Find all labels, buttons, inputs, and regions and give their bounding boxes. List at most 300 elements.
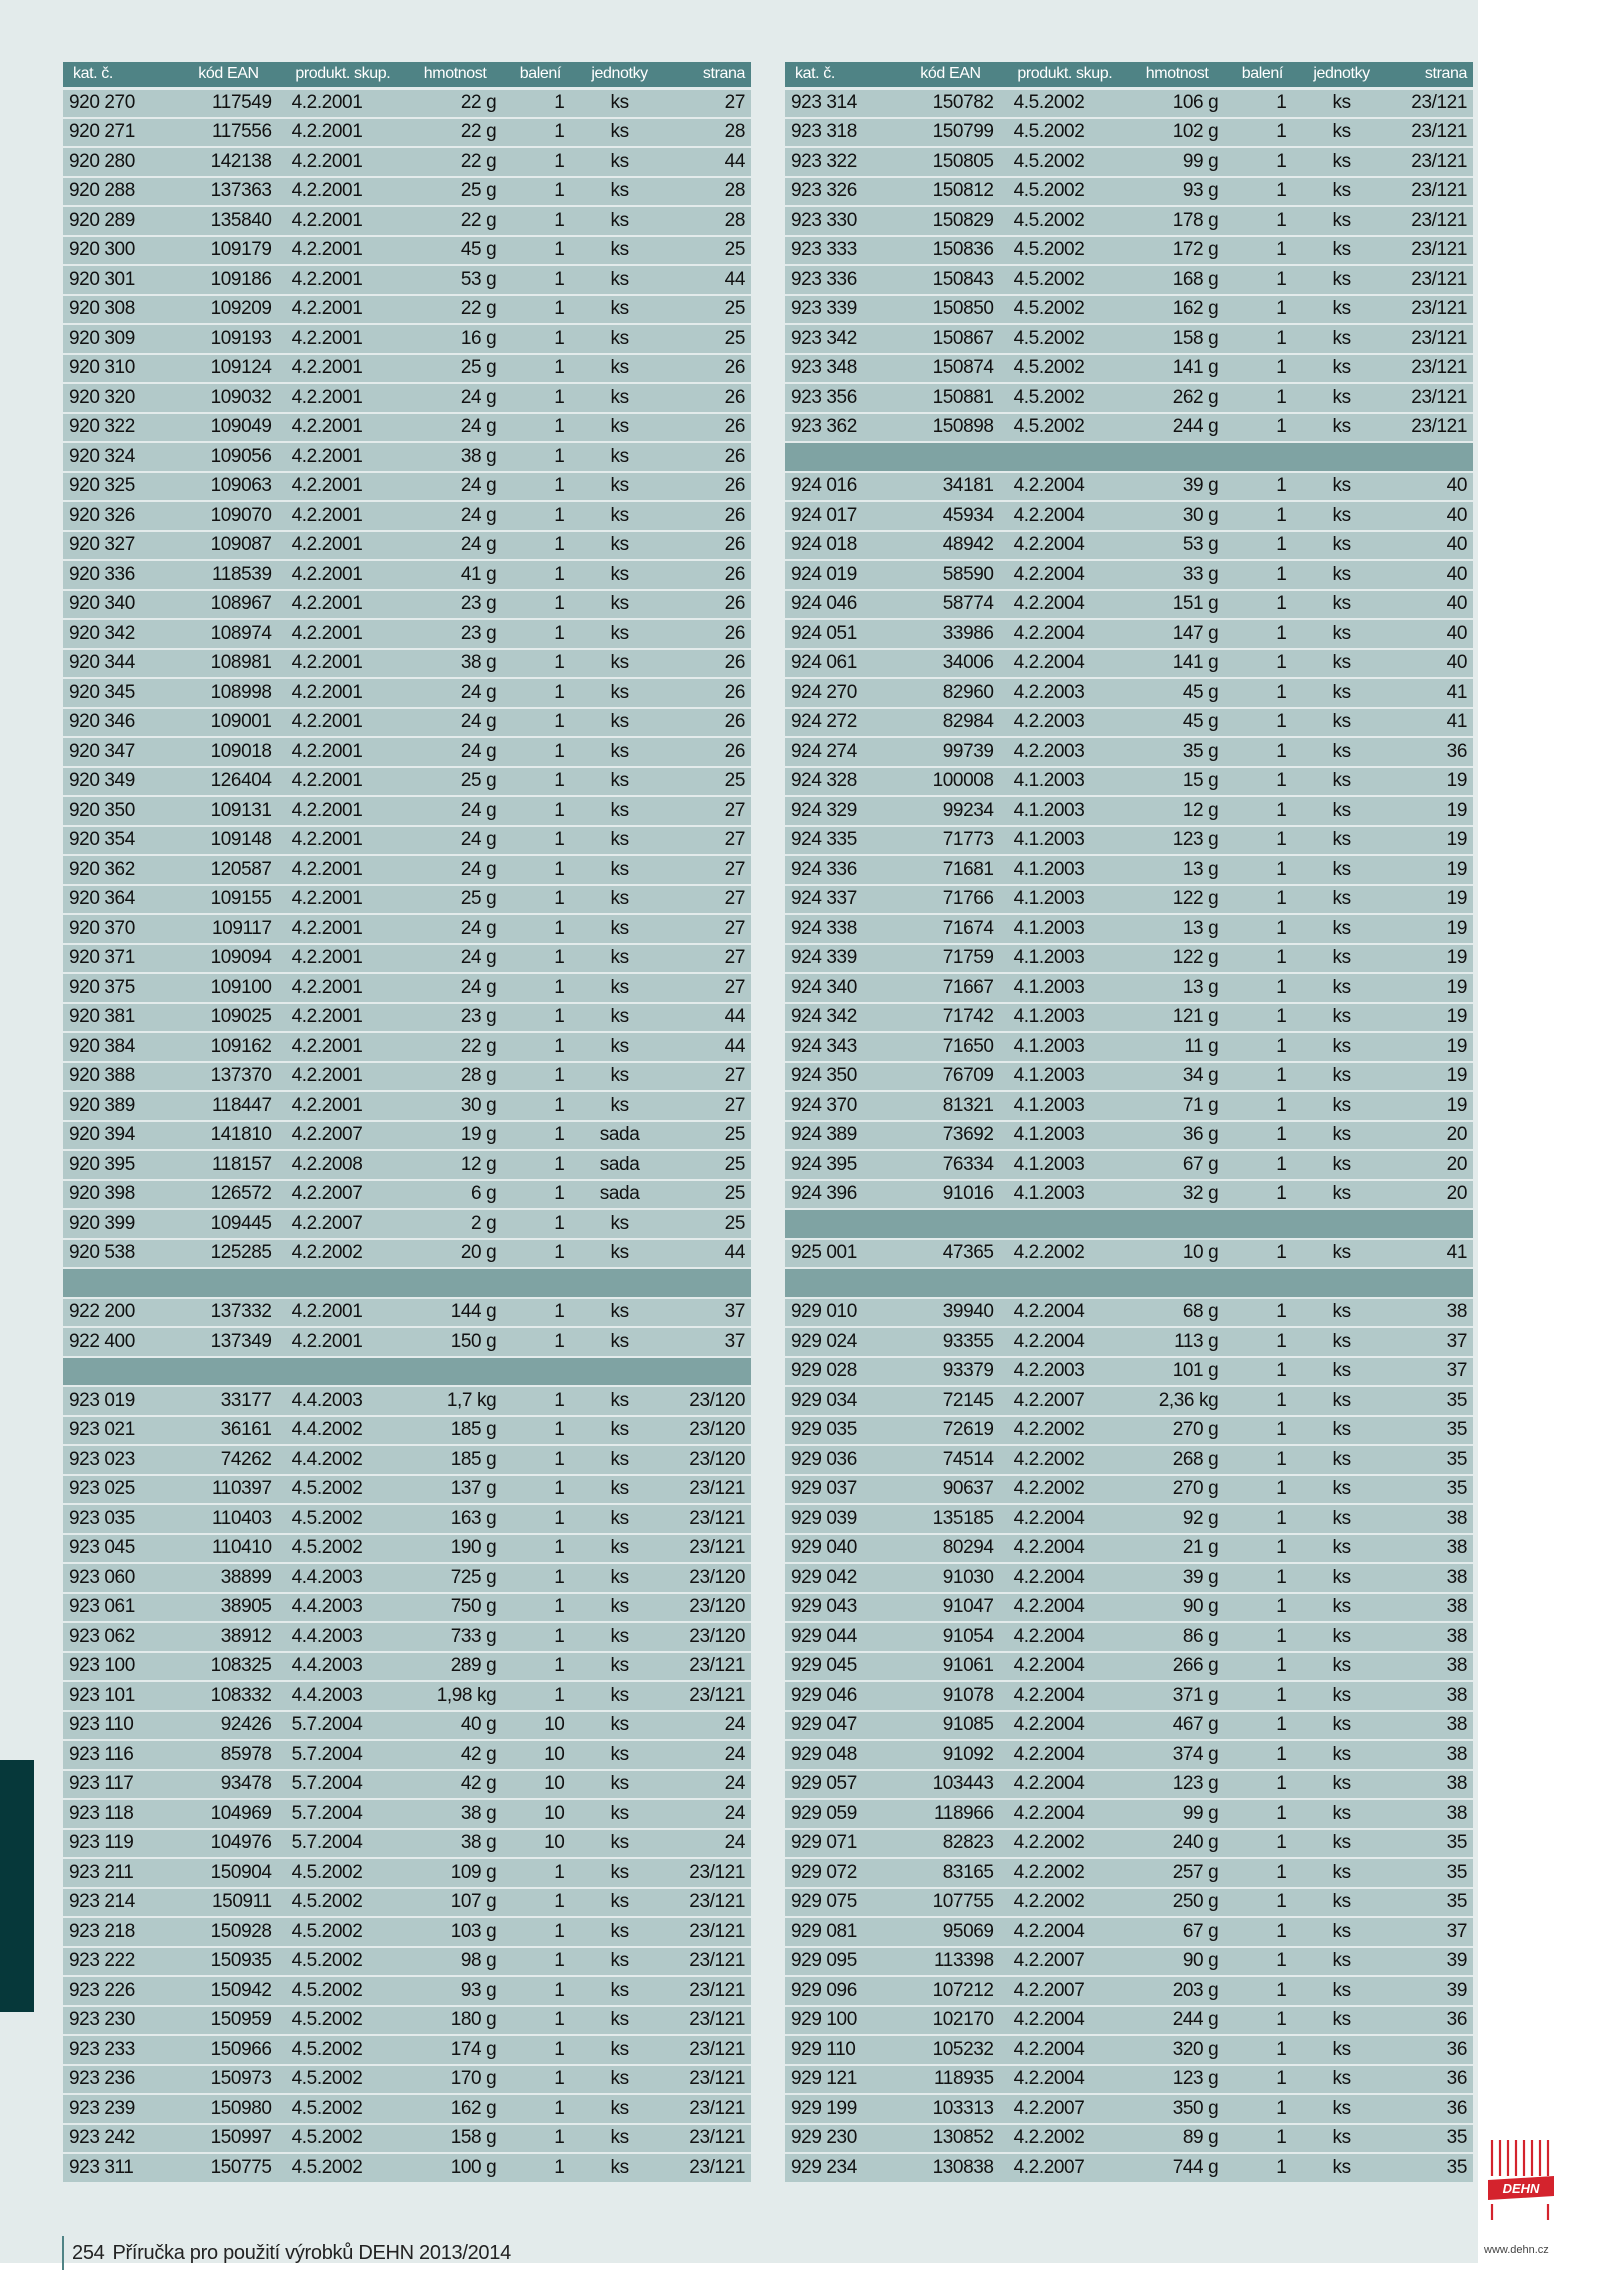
packaging-cell: 1 [1224, 678, 1300, 708]
catalog-number-cell: 920 300 [63, 236, 179, 266]
ean-code-cell: 100008 [901, 767, 999, 797]
table-row [63, 1622, 751, 1652]
packaging-cell: 1 [502, 324, 578, 354]
table-row [63, 590, 751, 620]
ean-code-cell: 150775 [179, 2153, 277, 2183]
section-separator-row [785, 1268, 1473, 1298]
ean-code-cell: 109193 [179, 324, 277, 354]
weight-cell: 67 g [1130, 1150, 1224, 1180]
weight-cell: 25 g [408, 177, 502, 207]
packaging-cell: 1 [1224, 2065, 1300, 2095]
ean-code-cell: 104969 [179, 1799, 277, 1829]
footer-text [72, 2242, 511, 2265]
ean-code-cell: 109155 [179, 885, 277, 915]
table-row [785, 177, 1473, 207]
packaging-cell: 1 [502, 1032, 578, 1062]
table-row [785, 737, 1473, 767]
units-cell: ks [1300, 1416, 1382, 1446]
catalog-number-cell: 923 348 [785, 354, 901, 384]
ean-code-cell: 125285 [179, 1239, 277, 1269]
catalog-number-cell: 923 035 [63, 1504, 179, 1534]
weight-cell: 12 g [408, 1150, 502, 1180]
ean-code-cell: 36161 [179, 1416, 277, 1446]
table-row [785, 914, 1473, 944]
packaging-cell: 1 [502, 295, 578, 325]
page-ref-cell: 23/121 [661, 1534, 751, 1564]
product-group-cell: 5.7.2004 [278, 1770, 408, 1800]
packaging-cell: 1 [1224, 1416, 1300, 1446]
product-group-cell: 4.2.2004 [1000, 590, 1130, 620]
ean-code-cell: 118447 [179, 1091, 277, 1121]
units-cell: ks [578, 531, 660, 561]
catalog-number-cell: 923 236 [63, 2065, 179, 2095]
units-cell: ks [578, 413, 660, 443]
weight-cell: 38 g [408, 1799, 502, 1829]
units-cell: ks [1300, 236, 1382, 266]
weight-cell: 42 g [408, 1770, 502, 1800]
catalog-number-cell: 923 230 [63, 2006, 179, 2036]
catalog-number-cell: 923 326 [785, 177, 901, 207]
ean-code-cell: 109179 [179, 236, 277, 266]
packaging-cell: 1 [502, 177, 578, 207]
header-page: strana [661, 62, 751, 88]
product-group-cell: 4.2.2002 [1000, 1888, 1130, 1918]
weight-cell: 25 g [408, 885, 502, 915]
ean-code-cell: 113398 [901, 1947, 999, 1977]
ean-code-cell: 150980 [179, 2094, 277, 2124]
page-ref-cell: 23/121 [1383, 236, 1473, 266]
page-ref-cell: 23/121 [1383, 88, 1473, 118]
product-group-cell: 4.5.2002 [1000, 413, 1130, 443]
units-cell: ks [578, 265, 660, 295]
ean-code-cell: 71759 [901, 944, 999, 974]
catalog-number-cell: 920 364 [63, 885, 179, 915]
units-cell: ks [578, 1740, 660, 1770]
packaging-cell: 1 [502, 560, 578, 590]
page-ref-cell: 35 [1383, 1386, 1473, 1416]
page-ref-cell: 23/121 [661, 2124, 751, 2154]
ean-code-cell: 109001 [179, 708, 277, 738]
page-ref-cell: 23/121 [661, 1917, 751, 1947]
packaging-cell: 1 [1224, 295, 1300, 325]
weight-cell: 190 g [408, 1534, 502, 1564]
table-row [63, 1209, 751, 1239]
ean-code-cell: 150829 [901, 206, 999, 236]
packaging-cell: 1 [1224, 1593, 1300, 1623]
packaging-cell: 1 [1224, 88, 1300, 118]
packaging-cell: 1 [502, 885, 578, 915]
product-group-cell: 4.5.2002 [1000, 236, 1130, 266]
units-cell: ks [1300, 1976, 1382, 2006]
packaging-cell: 1 [1224, 944, 1300, 974]
table-row [785, 531, 1473, 561]
table-row [785, 236, 1473, 266]
product-group-cell: 4.5.2002 [278, 1947, 408, 1977]
units-cell: ks [1300, 1298, 1382, 1328]
page-ref-cell: 23/121 [1383, 383, 1473, 413]
ean-code-cell: 58774 [901, 590, 999, 620]
packaging-cell: 10 [502, 1740, 578, 1770]
product-group-cell: 4.5.2002 [278, 2065, 408, 2095]
packaging-cell: 1 [1224, 1711, 1300, 1741]
ean-code-cell: 135840 [179, 206, 277, 236]
catalog-number-cell: 920 371 [63, 944, 179, 974]
catalog-number-cell: 923 356 [785, 383, 901, 413]
page-ref-cell: 37 [1383, 1327, 1473, 1357]
ean-code-cell: 38905 [179, 1593, 277, 1623]
table-row [63, 914, 751, 944]
page-ref-cell: 26 [661, 619, 751, 649]
catalog-number-cell: 923 333 [785, 236, 901, 266]
weight-cell: 89 g [1130, 2124, 1224, 2154]
weight-cell: 113 g [1130, 1327, 1224, 1357]
product-group-cell: 4.2.2003 [1000, 1357, 1130, 1387]
packaging-cell: 1 [1224, 177, 1300, 207]
catalog-number-cell: 929 234 [785, 2153, 901, 2183]
catalog-number-cell: 920 399 [63, 1209, 179, 1239]
units-cell: ks [578, 1770, 660, 1800]
page-ref-cell: 40 [1383, 531, 1473, 561]
product-group-cell: 5.7.2004 [278, 1829, 408, 1859]
page-ref-cell: 26 [661, 649, 751, 679]
page-ref-cell: 41 [1383, 1239, 1473, 1269]
packaging-cell: 1 [502, 1534, 578, 1564]
weight-cell: 90 g [1130, 1593, 1224, 1623]
ean-code-cell: 109131 [179, 796, 277, 826]
weight-cell: 374 g [1130, 1740, 1224, 1770]
product-group-cell: 4.5.2002 [1000, 383, 1130, 413]
product-group-cell: 4.1.2003 [1000, 1062, 1130, 1092]
table-row [63, 236, 751, 266]
page-ref-cell: 23/121 [1383, 177, 1473, 207]
header-units: jednotky [578, 62, 660, 88]
page-ref-cell: 25 [661, 767, 751, 797]
ean-code-cell: 91061 [901, 1652, 999, 1682]
units-cell: ks [1300, 1711, 1382, 1741]
weight-cell: 162 g [1130, 295, 1224, 325]
table-row [63, 88, 751, 118]
table-row [785, 1947, 1473, 1977]
catalog-number-cell: 929 045 [785, 1652, 901, 1682]
packaging-cell: 1 [1224, 914, 1300, 944]
catalog-number-cell: 929 075 [785, 1888, 901, 1918]
units-cell: ks [1300, 1003, 1382, 1033]
units-cell: sada [578, 1150, 660, 1180]
page-ref-cell: 23/121 [1383, 354, 1473, 384]
catalog-number-cell: 924 350 [785, 1062, 901, 1092]
catalog-number-cell: 929 034 [785, 1386, 901, 1416]
table-row [63, 1003, 751, 1033]
units-cell: ks [578, 1917, 660, 1947]
weight-cell: 744 g [1130, 2153, 1224, 2183]
packaging-cell: 1 [502, 796, 578, 826]
units-cell: ks [578, 1062, 660, 1092]
units-cell: ks [1300, 885, 1382, 915]
ean-code-cell: 150805 [901, 147, 999, 177]
page-ref-cell: 19 [1383, 885, 1473, 915]
packaging-cell: 1 [502, 1947, 578, 1977]
weight-cell: 107 g [408, 1888, 502, 1918]
weight-cell: 23 g [408, 1003, 502, 1033]
packaging-cell: 1 [502, 501, 578, 531]
ean-code-cell: 118539 [179, 560, 277, 590]
units-cell: ks [1300, 1445, 1382, 1475]
weight-cell: 270 g [1130, 1416, 1224, 1446]
product-group-cell: 5.7.2004 [278, 1799, 408, 1829]
units-cell: ks [578, 1475, 660, 1505]
ean-code-cell: 109124 [179, 354, 277, 384]
catalog-number-cell: 923 214 [63, 1888, 179, 1918]
weight-cell: 137 g [408, 1475, 502, 1505]
ean-code-cell: 126572 [179, 1180, 277, 1210]
units-cell: ks [578, 1209, 660, 1239]
table-row [63, 1121, 751, 1151]
table-row [785, 708, 1473, 738]
ean-code-cell: 99739 [901, 737, 999, 767]
catalog-number-cell: 920 309 [63, 324, 179, 354]
weight-cell: 34 g [1130, 1062, 1224, 1092]
catalog-number-cell: 929 100 [785, 2006, 901, 2036]
catalog-number-cell: 920 350 [63, 796, 179, 826]
weight-cell: 6 g [408, 1180, 502, 1210]
page-ref-cell: 38 [1383, 1622, 1473, 1652]
packaging-cell: 1 [502, 472, 578, 502]
table-row [785, 1504, 1473, 1534]
units-cell: ks [578, 2035, 660, 2065]
weight-cell: 13 g [1130, 914, 1224, 944]
packaging-cell: 1 [1224, 1386, 1300, 1416]
product-group-cell: 4.1.2003 [1000, 826, 1130, 856]
weight-cell: 30 g [1130, 501, 1224, 531]
weight-cell: 24 g [408, 383, 502, 413]
ean-code-cell: 91030 [901, 1563, 999, 1593]
product-group-cell: 4.2.2001 [278, 354, 408, 384]
product-group-cell: 4.2.2004 [1000, 1622, 1130, 1652]
units-cell: ks [1300, 678, 1382, 708]
ean-code-cell: 109148 [179, 826, 277, 856]
table-row [785, 1445, 1473, 1475]
weight-cell: 16 g [408, 324, 502, 354]
page-ref-cell: 23/120 [661, 1445, 751, 1475]
ean-code-cell: 82823 [901, 1829, 999, 1859]
page-ref-cell: 19 [1383, 796, 1473, 826]
product-group-cell: 4.2.2004 [1000, 1534, 1130, 1564]
page-ref-cell: 23/121 [661, 1888, 751, 1918]
product-group-cell: 4.2.2002 [278, 1239, 408, 1269]
page-ref-cell: 37 [1383, 1917, 1473, 1947]
weight-cell: 45 g [408, 236, 502, 266]
table-row [63, 1947, 751, 1977]
table-row [63, 206, 751, 236]
units-cell: ks [1300, 354, 1382, 384]
ean-code-cell: 109087 [179, 531, 277, 561]
catalog-number-cell: 929 059 [785, 1799, 901, 1829]
weight-cell: 725 g [408, 1563, 502, 1593]
catalog-number-cell: 929 037 [785, 1475, 901, 1505]
header-weight: hmotnost [408, 62, 502, 88]
table-row [785, 1681, 1473, 1711]
packaging-cell: 1 [1224, 2153, 1300, 2183]
packaging-cell: 1 [502, 147, 578, 177]
product-group-cell: 4.2.2001 [278, 560, 408, 590]
weight-cell: 250 g [1130, 1888, 1224, 1918]
units-cell: ks [578, 1947, 660, 1977]
catalog-number-cell: 923 342 [785, 324, 901, 354]
table-row [63, 1062, 751, 1092]
catalog-number-cell: 923 211 [63, 1858, 179, 1888]
product-group-cell: 4.1.2003 [1000, 885, 1130, 915]
packaging-cell: 1 [1224, 826, 1300, 856]
page-ref-cell: 39 [1383, 1976, 1473, 2006]
packaging-cell: 1 [502, 1239, 578, 1269]
catalog-number-cell: 923 311 [63, 2153, 179, 2183]
page-ref-cell: 35 [1383, 2153, 1473, 2183]
ean-code-cell: 110410 [179, 1534, 277, 1564]
catalog-number-cell: 923 101 [63, 1681, 179, 1711]
catalog-number-cell: 920 346 [63, 708, 179, 738]
units-cell: ks [578, 826, 660, 856]
weight-cell: 109 g [408, 1858, 502, 1888]
units-cell: sada [578, 1180, 660, 1210]
units-cell: ks [1300, 1327, 1382, 1357]
product-group-cell: 4.5.2002 [278, 1475, 408, 1505]
packaging-cell: 1 [502, 206, 578, 236]
weight-cell: 22 g [408, 295, 502, 325]
packaging-cell: 1 [502, 1180, 578, 1210]
page-ref-cell: 36 [1383, 2006, 1473, 2036]
ean-code-cell: 33177 [179, 1386, 277, 1416]
table-row [785, 1091, 1473, 1121]
ean-code-cell: 150966 [179, 2035, 277, 2065]
product-group-cell: 4.2.2004 [1000, 619, 1130, 649]
table-row [63, 265, 751, 295]
ean-code-cell: 71681 [901, 855, 999, 885]
product-group-cell: 4.2.2007 [1000, 2153, 1130, 2183]
right-column [785, 62, 1473, 2184]
table-row [63, 649, 751, 679]
units-cell: ks [1300, 944, 1382, 974]
product-group-cell: 4.2.2001 [278, 1327, 408, 1357]
packaging-cell: 1 [1224, 1357, 1300, 1387]
weight-cell: 25 g [408, 767, 502, 797]
units-cell: ks [578, 885, 660, 915]
weight-cell: 45 g [1130, 708, 1224, 738]
table-row [63, 1150, 751, 1180]
ean-code-cell: 72619 [901, 1416, 999, 1446]
product-group-cell: 4.5.2002 [1000, 118, 1130, 148]
ean-code-cell: 58590 [901, 560, 999, 590]
page-ref-cell: 38 [1383, 1652, 1473, 1682]
page-ref-cell: 23/121 [1383, 206, 1473, 236]
units-cell: ks [1300, 560, 1382, 590]
product-group-cell: 4.2.2007 [1000, 1947, 1130, 1977]
catalog-number-cell: 920 362 [63, 855, 179, 885]
weight-cell: 24 g [408, 973, 502, 1003]
units-cell: ks [1300, 2153, 1382, 2183]
ean-code-cell: 72145 [901, 1386, 999, 1416]
table-row [63, 1770, 751, 1800]
product-group-cell: 4.2.2002 [1000, 1475, 1130, 1505]
page-ref-cell: 23/121 [1383, 265, 1473, 295]
table-row [63, 1858, 751, 1888]
ean-code-cell: 109070 [179, 501, 277, 531]
catalog-number-cell: 929 057 [785, 1770, 901, 1800]
units-cell: ks [578, 88, 660, 118]
catalog-number-cell: 925 001 [785, 1239, 901, 1269]
packaging-cell: 1 [502, 1593, 578, 1623]
packaging-cell: 1 [1224, 1504, 1300, 1534]
weight-cell: 24 g [408, 472, 502, 502]
product-group-cell: 4.5.2002 [278, 2153, 408, 2183]
product-group-cell: 4.2.2001 [278, 678, 408, 708]
product-group-cell: 4.4.2003 [278, 1593, 408, 1623]
table-row [63, 295, 751, 325]
ean-code-cell: 109094 [179, 944, 277, 974]
catalog-number-cell: 920 280 [63, 147, 179, 177]
weight-cell: 33 g [1130, 560, 1224, 590]
table-row [63, 1239, 751, 1269]
product-group-cell: 4.2.2001 [278, 442, 408, 472]
packaging-cell: 1 [1224, 1976, 1300, 2006]
units-cell: ks [1300, 767, 1382, 797]
table-row [785, 767, 1473, 797]
catalog-number-cell: 920 288 [63, 177, 179, 207]
units-cell: ks [1300, 1386, 1382, 1416]
table-row [63, 2094, 751, 2124]
packaging-cell: 1 [1224, 1829, 1300, 1859]
packaging-cell: 1 [1224, 619, 1300, 649]
packaging-cell: 1 [1224, 1622, 1300, 1652]
packaging-cell: 1 [1224, 855, 1300, 885]
table-row [63, 1799, 751, 1829]
weight-cell: 150 g [408, 1327, 502, 1357]
ean-code-cell: 150850 [901, 295, 999, 325]
table-row [63, 118, 751, 148]
dehn-logo-icon [1486, 2136, 1556, 2224]
product-group-cell: 4.2.2007 [1000, 1386, 1130, 1416]
page-ref-cell: 23/120 [661, 1386, 751, 1416]
packaging-cell: 1 [1224, 206, 1300, 236]
packaging-cell: 10 [502, 1799, 578, 1829]
packaging-cell: 1 [1224, 2035, 1300, 2065]
catalog-number-cell: 929 230 [785, 2124, 901, 2154]
product-group-cell: 4.2.2007 [278, 1209, 408, 1239]
table-row [63, 560, 751, 590]
ean-code-cell: 109186 [179, 265, 277, 295]
product-group-cell: 4.2.2001 [278, 501, 408, 531]
table-row [785, 472, 1473, 502]
units-cell: ks [578, 2065, 660, 2095]
ean-code-cell: 141810 [179, 1121, 277, 1151]
units-cell: ks [578, 442, 660, 472]
table-row [785, 1888, 1473, 1918]
weight-cell: 15 g [1130, 767, 1224, 797]
product-group-cell: 4.5.2002 [278, 2035, 408, 2065]
packaging-cell: 10 [502, 1829, 578, 1859]
weight-cell: 100 g [408, 2153, 502, 2183]
page-ref-cell: 38 [1383, 1740, 1473, 1770]
table-row [785, 118, 1473, 148]
packaging-cell: 1 [1224, 118, 1300, 148]
packaging-cell: 1 [1224, 501, 1300, 531]
table-row [785, 2006, 1473, 2036]
table-row [785, 1622, 1473, 1652]
catalog-number-cell: 929 046 [785, 1681, 901, 1711]
catalog-number-cell: 924 335 [785, 826, 901, 856]
product-group-cell: 4.1.2003 [1000, 1091, 1130, 1121]
ean-code-cell: 130852 [901, 2124, 999, 2154]
weight-cell: 38 g [408, 442, 502, 472]
